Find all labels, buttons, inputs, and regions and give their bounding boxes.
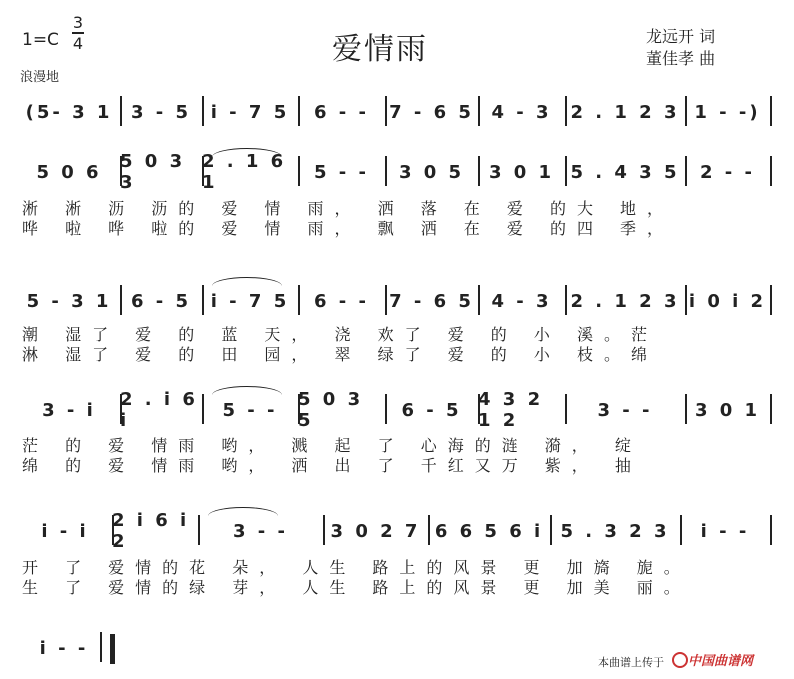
staff-system-3 [0,283,794,319]
measure: i ‑ ‑ [39,637,89,659]
time-bottom: 4 [72,33,84,53]
lyric-line: 茫 的 爱 情雨 哟， 溅 起 了 心海的涟 漪， 绽 [22,436,642,455]
lyric-line: 开 了 爱情的花 朵， 人生 路上的风景 更 加旖 旎。 [22,558,691,577]
measure: 5 . 3 2 3 [560,520,670,542]
barline [770,394,772,424]
lyric-line: 绵 的 爱 情雨 哟， 洒 出 了 千红又万 紫， 抽 [22,456,642,475]
measure: i 0 i 2 [688,290,767,312]
measure: 2 . 1 2 3 [570,101,680,123]
staff-system-2 [0,151,794,193]
measure: 4 3 2 1 2 [478,389,544,431]
measure: 3 ‑ i [42,399,96,421]
measure: 2 ‑ ‑ [700,161,755,183]
measure: 3 ‑ ‑ [597,399,653,421]
page-title: 爱情雨 [332,32,428,67]
staff-system-1 [0,94,794,130]
measure: 2 i 6 i 2 [112,510,190,552]
composer: 董佳孝 曲 [646,49,716,68]
key-signature: 1=C [22,30,59,50]
measure: 2 . 1 6 1 [202,151,287,193]
measure: 1 ‑ ‑) [694,101,761,123]
measure: 5 ‑ 3 1 [26,290,112,312]
barline [770,515,772,545]
lyric-line: 生 了 爱情的绿 芽， 人生 路上的风景 更 加美 丽。 [22,578,691,597]
staff-system-4 [0,389,794,431]
lyric-line: 淅 淅 沥 沥的 爱 情 雨， 洒 落 在 爱 的大 地， [22,199,675,218]
barline [100,632,102,662]
measure: 3 0 5 [398,161,465,183]
measure: 6 ‑ 5 [401,399,462,421]
measure: 2 . i 6 i [120,389,198,431]
measure: i ‑ 7 5 [210,101,290,123]
measure: 4 ‑ 3 [491,290,552,312]
site-logo-icon [672,652,688,668]
slur [208,507,278,516]
measure: 6 ‑ ‑ [314,101,369,123]
time-top: 3 [72,13,84,32]
lyric-line: 淋 湿了 爱 的 田 园， 翠 绿了 爱 的 小 枝。绵 [22,345,658,364]
measure: 3 0 2 7 [330,520,421,542]
barline [770,96,772,126]
staff-system-5 [0,510,794,552]
measure: 3 ‑ 5 [130,101,192,123]
barline [770,285,772,315]
measure: 5 . 4 3 5 [570,161,680,183]
upload-label: 本曲谱上传于 [598,656,664,669]
slur [212,277,282,286]
lyricist: 龙远开 词 [646,27,716,46]
measure: 3 0 1 [694,399,761,421]
measure: 5 ‑ ‑ [314,161,369,183]
slur [212,148,282,157]
measure: 7 ‑ 6 5 [389,101,474,123]
measure: (5‑ 3 1 [25,101,113,123]
lyric-line: 哗 啦 哗 啦的 爱 情 雨， 飘 洒 在 爱 的四 季， [22,219,675,238]
measure: 3 ‑ ‑ [233,520,288,542]
measure: 7 ‑ 6 5 [389,290,474,312]
measure: 6 ‑ 5 [130,290,192,312]
barline [770,156,772,186]
measure: i ‑ 7 5 [210,290,290,312]
measure: 6 ‑ ‑ [314,290,369,312]
measure: 2 . 1 2 3 [570,290,680,312]
final-barline [110,634,115,664]
slur [212,386,282,395]
tempo-mood: 浪漫地 [20,70,60,85]
measure: i ‑ ‑ [700,520,750,542]
measure: 5 0 6 [36,161,102,183]
measure: 5 ‑ ‑ [222,399,278,421]
time-signature [72,14,84,52]
measure: 6 6 5 6 i [434,520,544,542]
measure: 5 0 3 3 [120,151,186,193]
lyric-line: 潮 湿了 爱 的 蓝 天， 浇 欢了 爱 的 小 溪。茫 [22,325,658,344]
measure: 3 0 1 [488,161,555,183]
measure: i ‑ i [41,520,89,542]
measure: 4 ‑ 3 [491,101,552,123]
site-logo-text: 中国曲谱网 [688,654,754,669]
measure: 5 0 3 5 [298,389,364,431]
